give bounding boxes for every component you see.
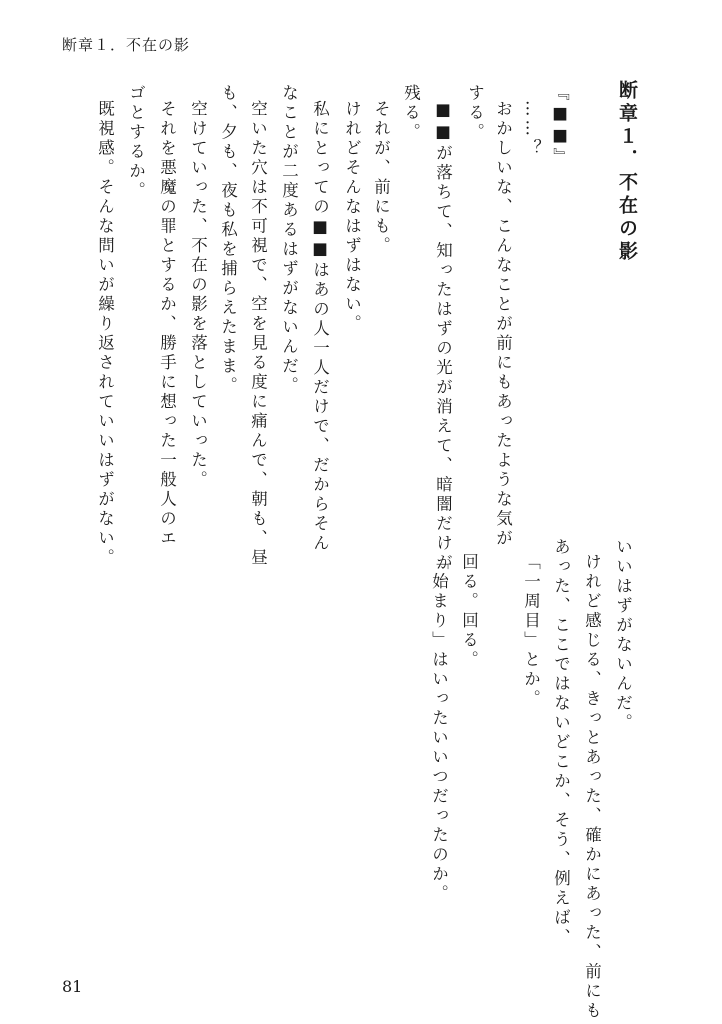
text-line: それを悪魔の罪とするか、勝手に想った一般人のエ	[157, 100, 177, 549]
text-line: けれどそんなはずはない。	[342, 100, 362, 334]
text-line: 『■■』	[550, 84, 570, 167]
text-line: も、夕も、夜も私を捕らえたまま。	[218, 84, 238, 396]
text-line: それが、前にも。	[371, 100, 391, 256]
text-line: 私にとっての■■はあの人一人だけで、だからそん	[310, 100, 330, 554]
page-number: 81	[62, 977, 83, 996]
text-line: あった、ここではないどこか、そう、例えば、	[551, 538, 571, 948]
text-line: 「始まり」はいったいいつだったのか。	[429, 553, 449, 904]
text-line: なことが二度あるはずがないんだ。	[279, 84, 299, 396]
text-line: 残る。	[401, 84, 421, 143]
text-line: 既視感。そんな問いが繰り返されていいはずがない。	[95, 100, 115, 568]
text-line: ゴとするか。	[126, 84, 146, 201]
text-line: 空けていった、不在の影を落としていった。	[188, 100, 208, 490]
running-head: 断章１．不在の影	[62, 36, 191, 54]
chapter-title: 断章１．不在の影	[616, 80, 638, 264]
text-line: する。	[465, 84, 485, 143]
text-line: 空いた穴は不可視で、空を見る度に痛んで、朝も、昼	[248, 100, 268, 568]
text-line: いいはずがないんだ。	[613, 538, 633, 733]
text-line: けれど感じる、きっとあった、確かにあった、前にも	[582, 553, 602, 1021]
text-line: ■■が落ちて、知ったはずの光が消えて、暗闇だけが	[433, 100, 453, 573]
text-line: ……？	[522, 100, 542, 159]
text-line: おかしいな、こんなことが前にもあったような気が	[493, 100, 513, 549]
text-line: 回る。回る。	[459, 553, 479, 670]
text-line: 「一周目」とか。	[521, 553, 541, 709]
